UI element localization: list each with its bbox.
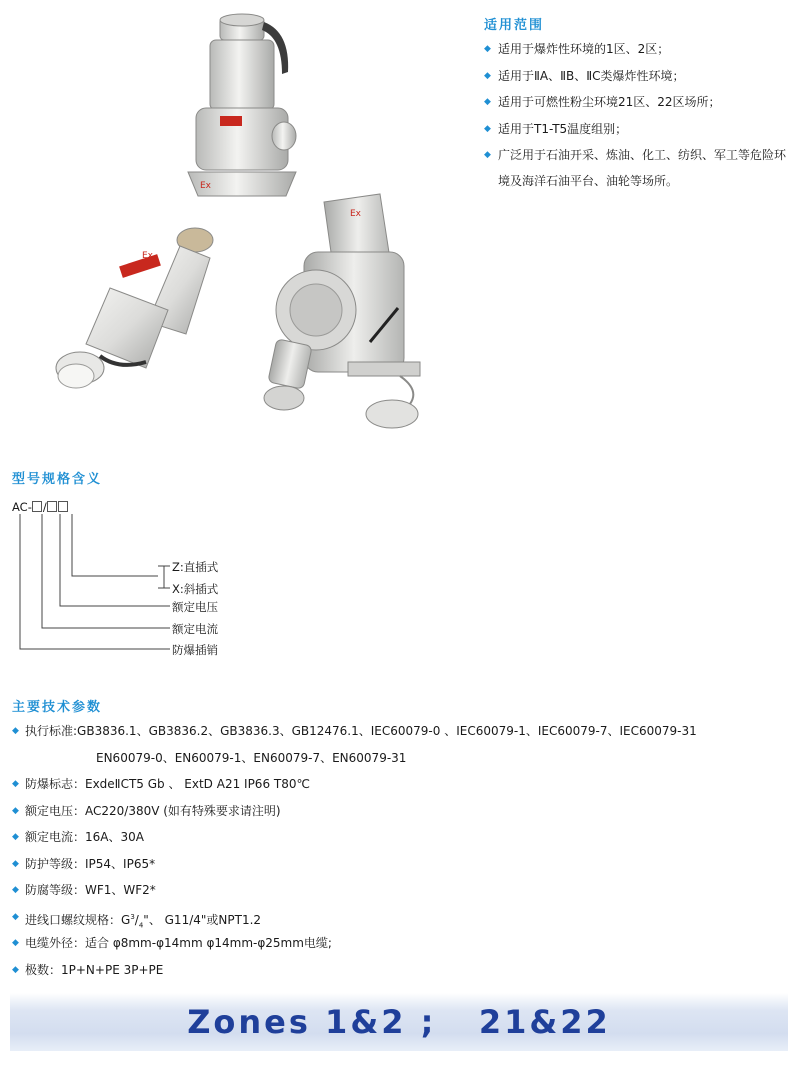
diamond-bullet-icon: ◆: [12, 779, 19, 789]
diamond-bullet-icon: ◆: [484, 123, 491, 134]
ex-mark-text: Ex: [142, 251, 154, 261]
diamond-bullet-icon: ◆: [12, 964, 19, 975]
model-label-x: X:斜插式: [172, 582, 219, 596]
params-heading: 主要技术参数: [12, 700, 103, 715]
diamond-bullet-icon: ◆: [12, 858, 19, 869]
model-heading: 型号规格含义: [12, 472, 103, 487]
model-label-plug: 防爆插销: [172, 643, 218, 657]
diamond-bullet-icon: ◆: [484, 70, 491, 81]
param-current: ◆ 额定电流：16A、30A: [12, 830, 144, 844]
param-ex-mark: ◆ 防爆标志：ExdeⅡCT5 Gb 、 ExtD A21 IP66 T80℃: [12, 777, 310, 791]
list-item: ◆ 适用于T1-T5温度组别；: [484, 121, 628, 136]
diamond-bullet-icon: ◆: [12, 805, 19, 816]
list-item: ◆ 适用于可燃性粉尘环境21区、22区场所；: [484, 95, 721, 109]
list-item: ◆ 广泛用于石油开采、炼油、化工、纺织、军工等危险环境及海洋石油平台、油轮等场所。: [484, 148, 787, 188]
scope-list: [484, 40, 794, 203]
ex-mark-text: Ex: [350, 209, 362, 219]
model-label-current: 额定电流: [172, 622, 218, 636]
diamond-bullet-icon: ◆: [12, 832, 19, 842]
zones-banner: [10, 993, 788, 1051]
param-cable: ◆ 电缆外径：适合 φ8mm-φ14mm φ14mm-φ25mm电缆;: [12, 936, 332, 950]
diamond-bullet-icon: ◆: [484, 97, 491, 107]
product-photo-angled-socket: [250, 192, 435, 437]
scope-heading: 适用范围: [484, 18, 545, 33]
params-list: [12, 722, 792, 987]
diamond-bullet-icon: ◆: [12, 726, 19, 736]
diamond-bullet-icon: ◆: [484, 150, 491, 160]
param-standard: ◆ 执行标准:GB3836.1、GB3836.2、GB3836.3、GB12476.1、IEC60079-0 、IEC60079-1、IEC60079-7、IEC60079-31: [12, 724, 697, 738]
diamond-bullet-icon: ◆: [484, 44, 491, 54]
param-standard-cont: EN60079-0、EN60079-1、EN60079-7、EN60079-31: [96, 750, 407, 765]
ex-mark-text: Ex: [200, 181, 212, 191]
model-code: AC- /: [12, 500, 69, 514]
diamond-bullet-icon: ◆: [12, 911, 19, 922]
param-protection: ◆ 防护等级：IP54、IP65*: [12, 856, 156, 871]
param-voltage: ◆ 额定电压：AC220/380V (如有特殊要求请注明): [12, 803, 281, 818]
param-thread: ◆ 进线口螺纹规格：$G^3/_4$"、 G11/4"或NPT1.2: [12, 911, 262, 929]
param-poles: ◆ 极数：1P+N+PE 3P+PE: [12, 962, 164, 977]
zones-banner-text: Zones 1&2 ; 21&22: [187, 1003, 611, 1041]
diamond-bullet-icon: ◆: [12, 938, 19, 948]
model-label-voltage: 额定电压: [172, 600, 218, 614]
param-corrosion: ◆ 防腐等级：WF1、WF2*: [12, 883, 156, 897]
diamond-bullet-icon: ◆: [12, 885, 19, 895]
model-label-z: Z:直插式: [172, 560, 219, 574]
list-item: ◆ 适用于ⅡA、ⅡB、ⅡC类爆炸性环境；: [484, 68, 685, 83]
list-item: ◆ 适用于爆炸性环境的1区、2区；: [484, 42, 670, 56]
